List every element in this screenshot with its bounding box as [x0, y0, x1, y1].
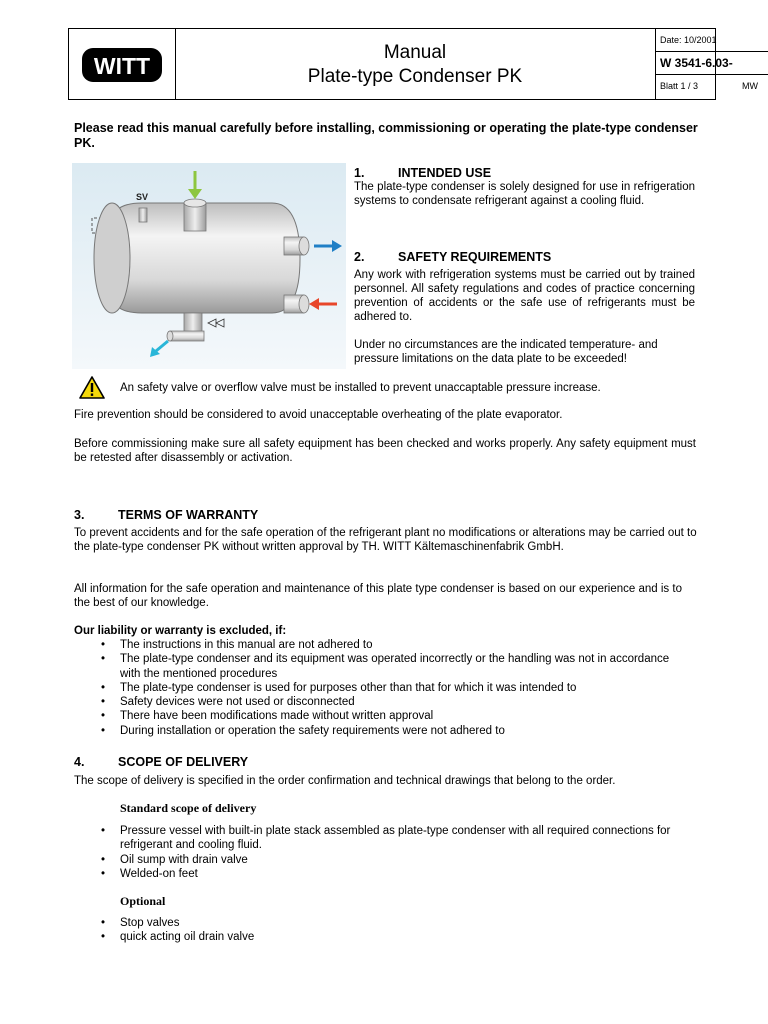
- logo-text: WITT: [93, 53, 151, 79]
- safety-text-1: Any work with refrigeration systems must be carried out by trained personnel. All safety regulations and codes of practice concerning prevention of accidents or the safe use of refrigerants must be adhered to.: [354, 269, 695, 323]
- section-safety-heading: 2. SAFETY REQUIREMENTS: [354, 250, 552, 264]
- optional-scope-title: Optional: [120, 894, 166, 908]
- sheet-info: [655, 75, 768, 98]
- list-item: • There have been modifications made without written approval: [101, 710, 434, 723]
- list-item: • Oil sump with drain valve: [101, 853, 248, 866]
- section-warranty-heading: 3. TERMS OF WARRANTY: [74, 508, 259, 522]
- list-item: • Pressure vessel with built-in plate stack assembled as plate-type condenser with all required connections for refrigerant and cooling fluid.: [101, 825, 671, 852]
- section-intended-use-heading: 1. INTENDED USE: [354, 166, 492, 180]
- warranty-exclusions-list: [74, 638, 674, 738]
- list-item: • Safety devices were not used or disconnected: [101, 696, 355, 709]
- standard-scope-list: [74, 824, 704, 881]
- doc-number: W 3541-6.03-: [655, 52, 768, 75]
- optional-scope-list: [74, 916, 674, 945]
- safety-text-2: Under no circumstances are the indicated temperature- and pressure limitations on the data plate to be exceeded!: [354, 339, 658, 365]
- meta-cell: [655, 29, 768, 99]
- list-item: • Welded-on feet: [101, 867, 198, 880]
- document-title: Manual: [383, 42, 447, 63]
- intro-notice: Please read this manual carefully before installing, commissioning or operating the plate-type condenser PK.: [74, 121, 698, 150]
- condenser-illustration: [72, 163, 346, 369]
- sv-label: SV: [136, 192, 149, 202]
- warning-triangle-icon: [78, 375, 106, 400]
- fire-prevention-text: Fire prevention should be considered to avoid unacceptable overheating of the plate evaporator.: [74, 409, 563, 421]
- sheet-number: Blatt 1 / 3: [660, 81, 699, 91]
- commissioning-text: Before commissioning make sure all safety equipment has been checked and works properly. Any safety equipment must be retested after disassembly or activation.: [74, 438, 696, 464]
- scope-text: The scope of delivery is specified in the order confirmation and technical drawings that belong to the order.: [74, 775, 616, 787]
- warranty-text-2: All information for the safe operation and maintenance of this plate type condenser is based on our experience and is to the best of our knowledge.: [74, 583, 682, 609]
- document-header: [68, 28, 758, 100]
- list-item: • During installation or operation the safety requirements were not adhered to: [101, 724, 505, 737]
- list-item: • The plate-type condenser is used for purposes other than that for which it was intended to: [101, 681, 577, 694]
- witt-logo: [69, 29, 175, 99]
- list-item: • The plate-type condenser and its equipment was operated incorrectly or the handling was not in accordance with the mentioned procedures: [101, 653, 670, 680]
- title-cell: [175, 29, 656, 99]
- section-scope-heading: 4. SCOPE OF DELIVERY: [74, 755, 249, 769]
- warranty-excluded-title: Our liability or warranty is excluded, if:: [74, 625, 287, 637]
- list-item: • Stop valves: [101, 917, 180, 929]
- safety-warning-text: An safety valve or overflow valve must be installed to prevent unaccaptable pressure increase.: [120, 382, 601, 394]
- logo-cell: [69, 29, 176, 99]
- author-initials: MW: [742, 81, 758, 91]
- standard-scope-title: Standard scope of delivery: [120, 801, 257, 815]
- list-item: • quick acting oil drain valve: [101, 931, 255, 944]
- date-field: Date: 10/2001: [655, 29, 768, 52]
- document-subtitle: Plate-type Condenser PK: [307, 66, 523, 87]
- warranty-text-1: To prevent accidents and for the safe operation of the refrigerant plant no modifications or alterations may be carried out to the plate-type condenser PK without written approval by TH. WITT Kältemaschinenfabrik GmbH.: [74, 527, 697, 553]
- list-item: • The instructions in this manual are not adhered to: [101, 639, 373, 651]
- intended-use-text: The plate-type condenser is solely designed for use in refrigeration systems to condensate refrigerant against a cooling fluid.: [354, 181, 695, 207]
